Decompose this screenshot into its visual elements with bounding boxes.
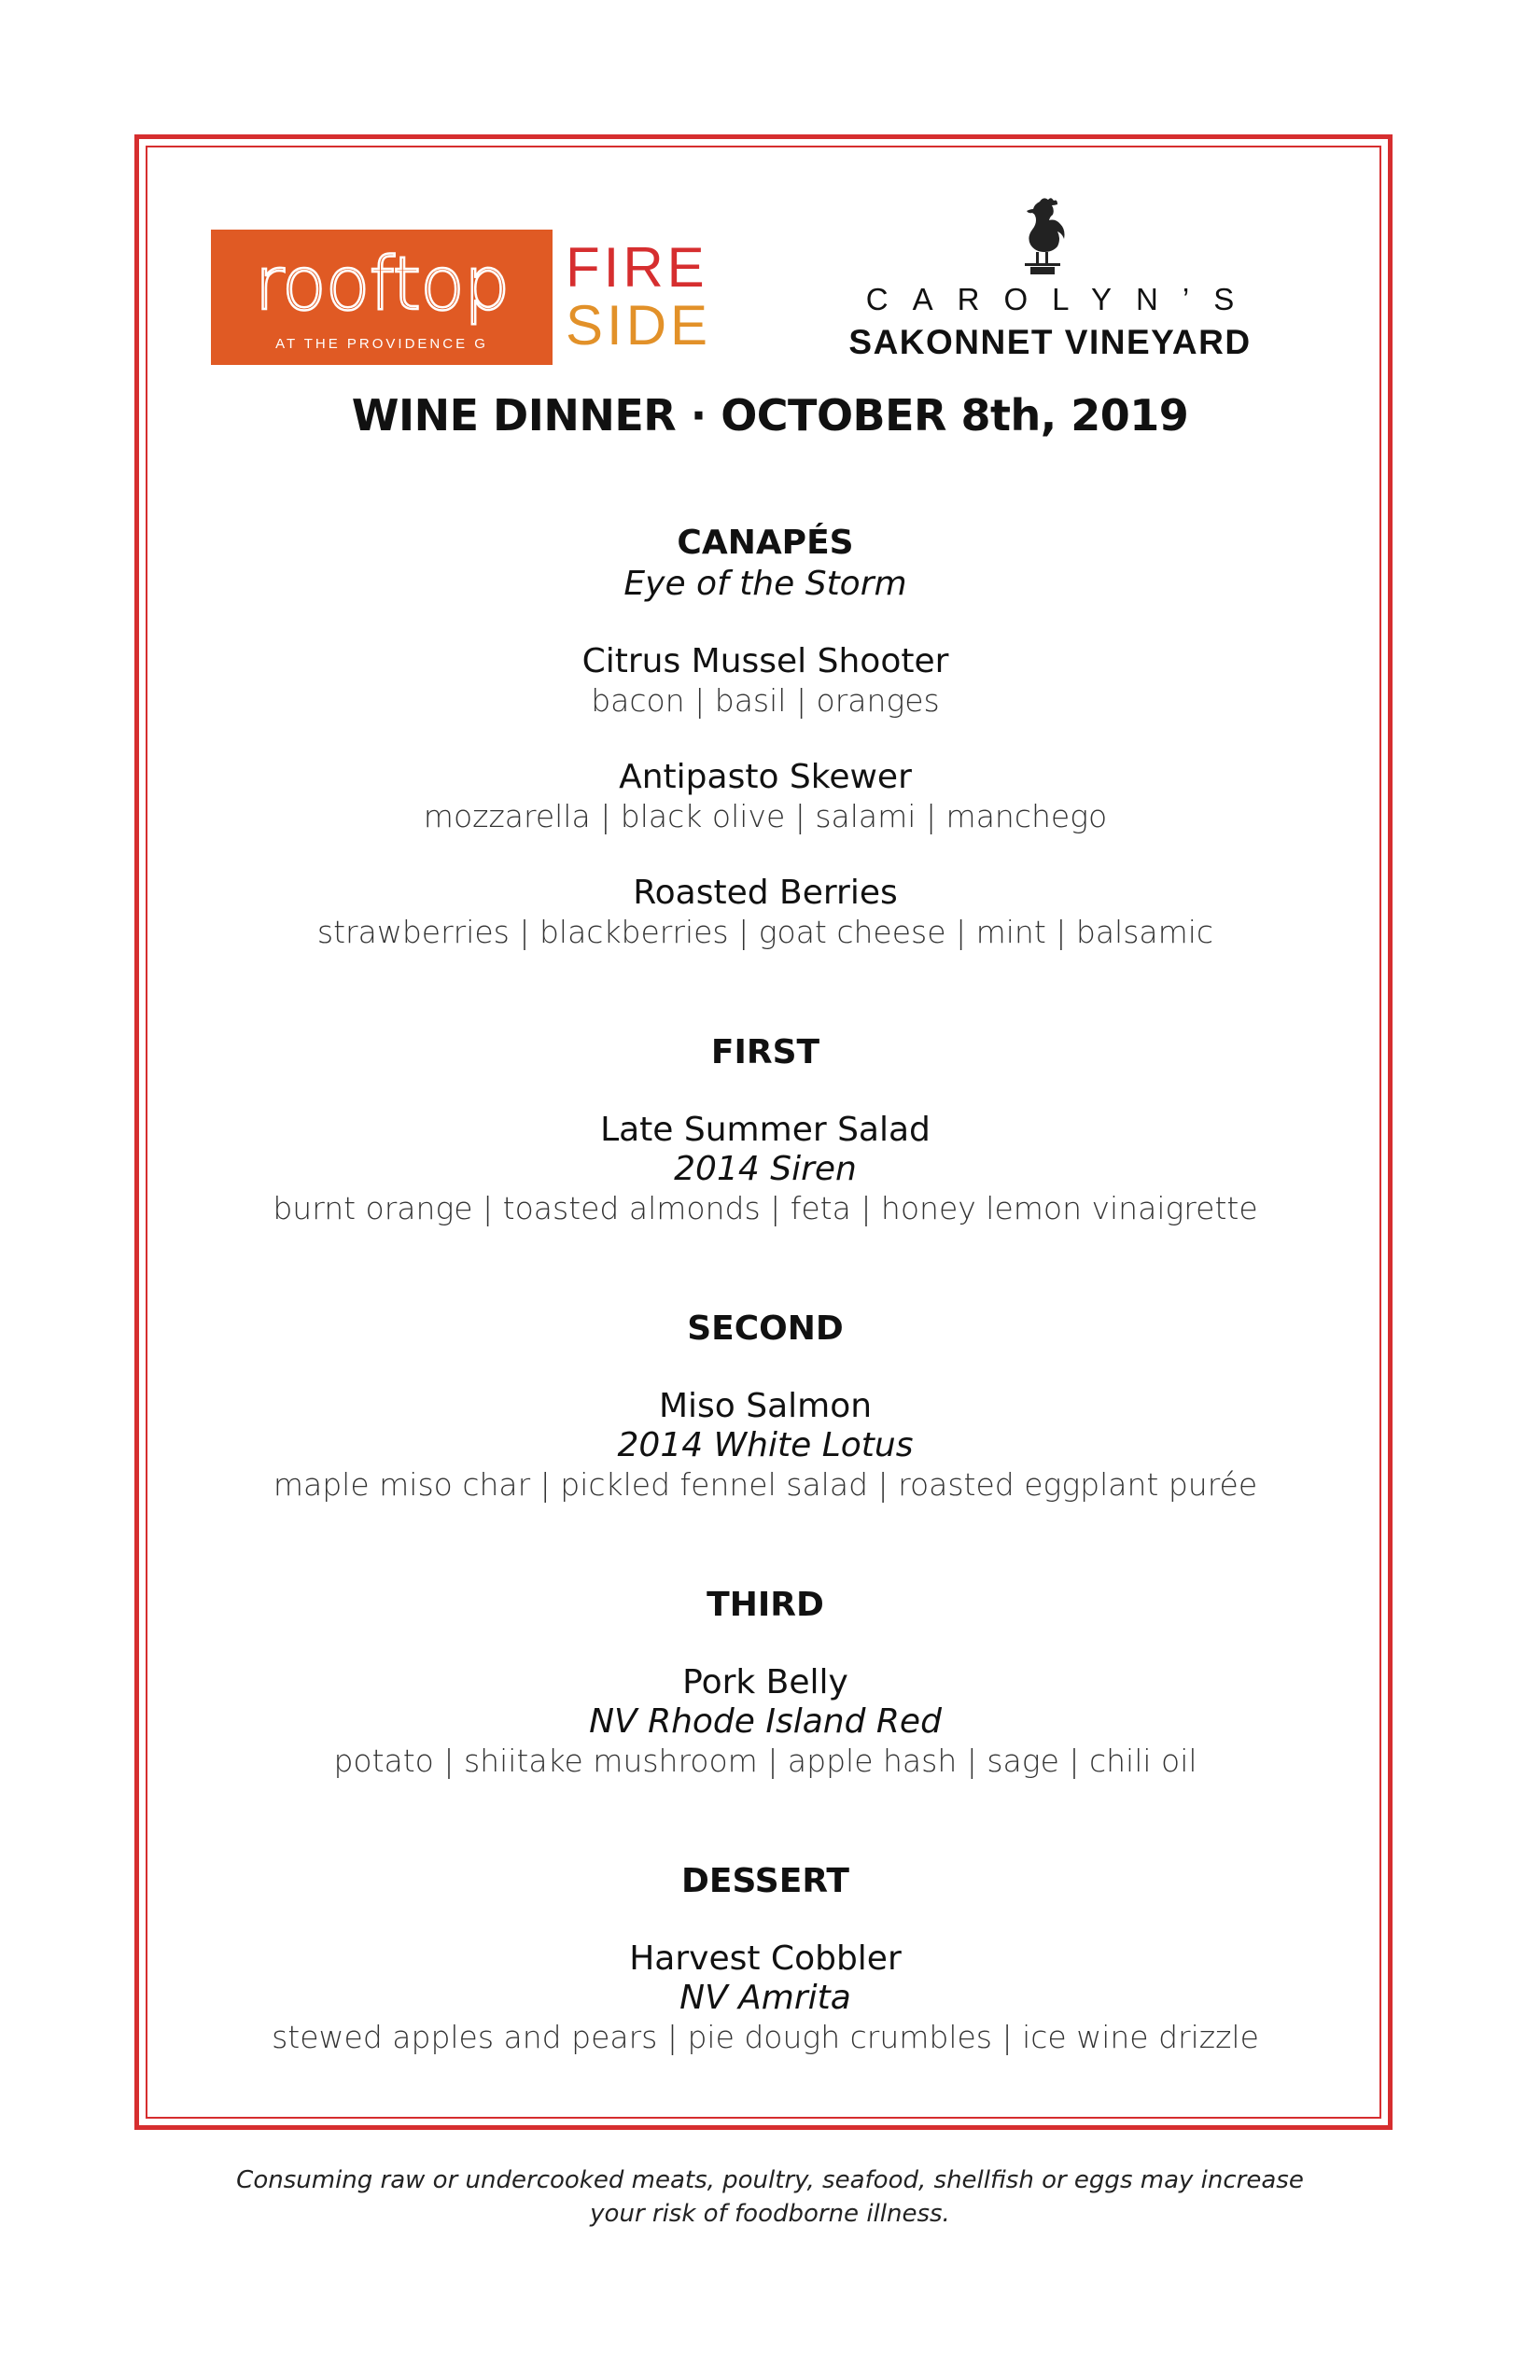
dish-name: Roasted Berries <box>633 874 898 912</box>
dish-item <box>149 1939 1381 2057</box>
course-heading: FIRST <box>710 1033 820 1071</box>
fireside-logo-line1: FIRE <box>566 236 708 299</box>
menu-body <box>149 523 1381 2057</box>
dish-name: Late Summer Salad <box>600 1111 931 1149</box>
sakonnet-logo-line1: CAROLYN’S <box>865 282 1259 316</box>
dish-description: stewed apples and pears | pie dough crumbles | ice wine drizzle <box>272 2019 1259 2055</box>
dish-name: Miso Salmon <box>658 1387 873 1425</box>
dish-description: potato | shiitake mushroom | apple hash | sage | chili oil <box>333 1743 1197 1779</box>
dish-wine: 2014 White Lotus <box>617 1426 914 1464</box>
course-canapes <box>149 523 1381 952</box>
sakonnet-vineyard-logo <box>793 196 1307 364</box>
dish-item <box>149 1111 1381 1228</box>
course-heading: SECOND <box>687 1309 844 1348</box>
course-third <box>149 1585 1381 1781</box>
course-wine: Eye of the Storm <box>623 565 907 603</box>
dish-item <box>149 1663 1381 1781</box>
sakonnet-logo-line2: SAKONNET VINEYARD <box>848 323 1252 361</box>
dish-description: maple miso char | pickled fennel salad | roasted eggplant purée <box>273 1466 1258 1503</box>
dish-wine: 2014 Siren <box>674 1150 857 1188</box>
rooftop-logo-word: rooftop <box>254 243 510 327</box>
dish-item <box>149 1387 1381 1505</box>
dish-item <box>149 758 1381 836</box>
course-heading: DESSERT <box>681 1862 849 1900</box>
course-dessert <box>149 1861 1381 2057</box>
dish-wine: NV Amrita <box>679 1979 851 2017</box>
disclaimer-line2: your risk of foodborne illness. <box>590 2200 950 2228</box>
dish-item <box>149 642 1381 721</box>
dish-name: Harvest Cobbler <box>629 1939 902 1978</box>
page-title: WINE DINNER · OCTOBER 8th, 2019 <box>351 390 1189 441</box>
disclaimer-line1: Consuming raw or undercooked meats, poultry, seafood, shellfish or eggs may increase <box>236 2166 1304 2194</box>
dish-description: mozzarella | black olive | salami | manchego <box>423 798 1108 834</box>
rooftop-logo <box>211 230 553 365</box>
rooftop-logo-subtitle: AT THE PROVIDENCE G <box>275 336 488 352</box>
fireside-logo <box>566 236 712 360</box>
course-first <box>149 1032 1381 1228</box>
dish-description: strawberries | blackberries | goat cheese | mint | balsamic <box>316 914 1214 950</box>
fireside-logo-line2: SIDE <box>566 294 712 357</box>
dish-name: Citrus Mussel Shooter <box>581 642 949 680</box>
food-safety-disclaimer <box>149 2163 1391 2231</box>
dish-name: Pork Belly <box>682 1663 848 1701</box>
dish-description: burnt orange | toasted almonds | feta | honey lemon vinaigrette <box>273 1190 1258 1226</box>
dish-wine: NV Rhode Island Red <box>589 1702 942 1741</box>
rooster-icon <box>1012 196 1073 276</box>
course-second <box>149 1309 1381 1505</box>
dish-description: bacon | basil | oranges <box>591 682 940 719</box>
dish-item <box>149 874 1381 952</box>
course-heading: CANAPÉS <box>677 524 854 562</box>
dish-name: Antipasto Skewer <box>619 758 912 796</box>
course-heading: THIRD <box>707 1586 824 1624</box>
